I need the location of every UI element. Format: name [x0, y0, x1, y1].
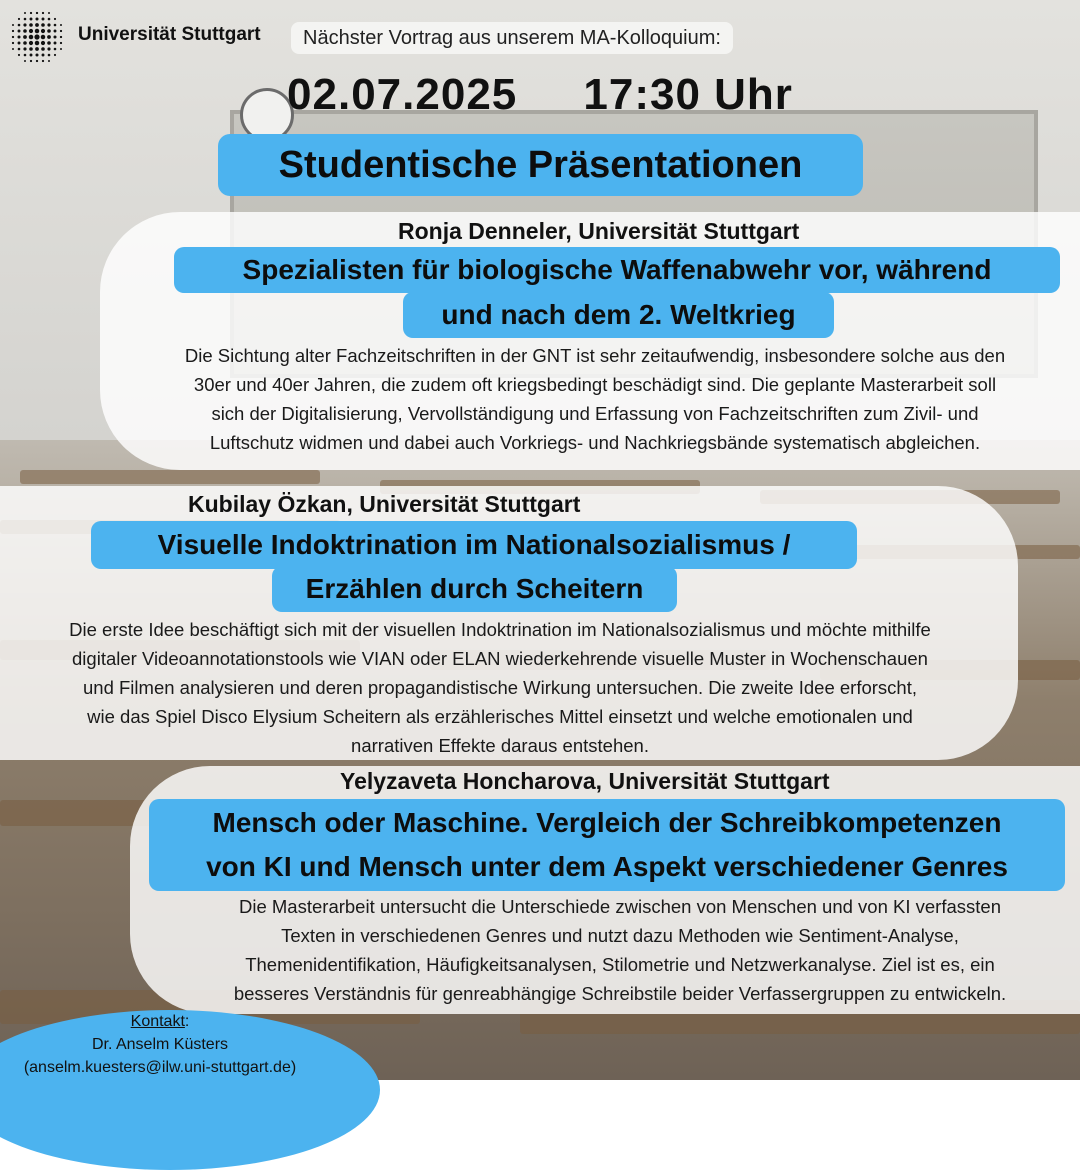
talk-2-description-line: und Filmen analysieren und deren propagandistische Wirkung untersuchen. Die zweite Idee erforscht, — [83, 677, 917, 698]
logo-dot — [12, 48, 14, 50]
logo-dot — [47, 29, 51, 33]
logo-dot — [35, 23, 39, 27]
logo-dot — [48, 54, 51, 57]
logo-dot — [60, 24, 62, 26]
contact-block — [0, 1010, 320, 1079]
session-title: Studentische Präsentationen — [218, 134, 863, 196]
talk-1-description-line: 30er und 40er Jahren, die zudem oft kriegsbedingt beschädigt sind. Die geplante Masterarbeit soll — [193, 374, 997, 395]
logo-dot — [29, 29, 33, 33]
logo-dot — [35, 47, 39, 51]
logo-dot — [24, 54, 27, 57]
talk-1-title-line-1: Spezialisten für biologische Waffenabwehr vor, während — [174, 247, 1060, 293]
logo-dot — [18, 30, 21, 33]
logo-dot — [12, 30, 14, 32]
talk-3-description-line: Themenidentifikation, Häufigkeitsanalysen, Stilometrie und Netzwerkanalyse. Ziel ist es, ein — [245, 954, 995, 975]
talk-3-title-line-2: von KI und Mensch unter dem Aspekt verschiedener Genres — [206, 851, 1008, 882]
logo-dot — [54, 48, 57, 51]
date-time — [0, 70, 1080, 120]
logo-dot — [30, 60, 32, 62]
logo-dot — [29, 41, 33, 45]
university-name: Universität Stuttgart — [78, 24, 261, 45]
logo-dot — [34, 34, 39, 39]
logo-dot — [41, 41, 45, 45]
contact-label: Kontakt — [130, 1013, 185, 1030]
logo-dot — [36, 12, 38, 14]
logo-dot — [41, 29, 45, 33]
talk-3-title-line-1: Mensch oder Maschine. Vergleich der Schreibkompetenzen — [212, 807, 1002, 838]
logo-dot — [60, 36, 62, 38]
talk-3-speaker: Yelyzaveta Honcharova, Universität Stuttgart — [340, 768, 830, 794]
contact-email[interactable]: (anselm.kuesters@ilw.uni-stuttgart.de) — [23, 1059, 297, 1076]
logo-dot — [53, 35, 56, 38]
logo-dot — [54, 30, 57, 33]
logo-dot — [29, 47, 33, 51]
logo-dot — [60, 42, 62, 44]
logo-dot — [48, 12, 50, 14]
event-time: 17:30 Uhr — [583, 70, 793, 119]
talk-1-description-line: sich der Digitalisierung, Vervollständigung und Erfassung von Fachzeitschriften zum Zivil- und — [211, 403, 979, 424]
logo-dot — [60, 30, 62, 32]
logo-dot — [41, 47, 45, 51]
logo-dot — [24, 12, 26, 14]
logo-dot — [54, 54, 56, 56]
logo-dot — [47, 35, 51, 39]
talk-3-title — [149, 799, 1065, 891]
talk-2-description — [0, 615, 1000, 760]
logo-dot — [47, 41, 51, 45]
talk-3-description-line: besseres Verständnis für genreabhängige Schreibstile beider Verfassergruppen zu entwickeln. — [233, 983, 1007, 1004]
logo-dot — [29, 23, 33, 27]
university-logo-icon — [8, 8, 66, 66]
logo-dot — [24, 60, 26, 62]
logo-dot — [18, 18, 20, 20]
logo-dot — [42, 60, 44, 62]
talk-1-title-line-2: und nach dem 2. Weltkrieg — [403, 292, 834, 338]
logo-dot — [35, 29, 39, 33]
logo-dot — [18, 48, 21, 51]
logo-dot — [35, 53, 38, 56]
logo-dot — [24, 18, 27, 21]
talk-2-description-line: wie das Spiel Disco Elysium Scheitern als erzählerisches Mittel einsetzt und welche emotionalen und — [87, 706, 913, 727]
logo-dot — [35, 17, 38, 20]
logo-dot — [35, 41, 39, 45]
talk-2-title-line-1: Visuelle Indoktrination im Nationalsozialismus / — [91, 521, 857, 569]
logo-dot — [54, 18, 56, 20]
contact-name: Dr. Anselm Küsters — [91, 1036, 229, 1053]
logo-dot — [18, 24, 21, 27]
logo-dot — [47, 47, 50, 50]
logo-dot — [30, 12, 32, 14]
logo-dot — [54, 24, 57, 27]
talk-1-speaker: Ronja Denneler, Universität Stuttgart — [398, 218, 800, 244]
talk-1-description-line: Luftschutz widmen und dabei auch Vorkriegs- und Nachkriegsbände systematisch abgleichen. — [209, 432, 981, 453]
talk-2-description-line: narrativen Effekte daraus entstehen. — [351, 735, 649, 756]
contact-label-colon: : — [184, 1013, 190, 1030]
logo-dot — [29, 35, 33, 39]
talk-2-description-line: digitaler Videoannotationstools wie VIAN oder ELAN wiederkehrende visuelle Muster in Wochenschauen — [72, 648, 928, 669]
event-date: 02.07.2025 — [287, 70, 518, 119]
logo-dot — [42, 54, 45, 57]
logo-dot — [12, 36, 14, 38]
logo-dot — [23, 29, 27, 33]
logo-dot — [36, 60, 38, 62]
announcement-label: Nächster Vortrag aus unserem MA-Kolloquium: — [291, 22, 733, 54]
logo-dot — [17, 35, 20, 38]
logo-dot — [60, 48, 62, 50]
logo-dot — [41, 35, 45, 39]
logo-dot — [23, 41, 27, 45]
talk-1-description-line: Die Sichtung alter Fachzeitschriften in der GNT ist sehr zeitaufwendig, insbesondere solche aus den — [184, 345, 1006, 366]
talk-1-description — [110, 341, 1080, 457]
logo-dot — [30, 54, 33, 57]
talk-2-title-line-2: Erzählen durch Scheitern — [272, 566, 677, 612]
logo-dot — [23, 23, 26, 26]
talk-2-speaker: Kubilay Özkan, Universität Stuttgart — [188, 491, 581, 517]
logo-dot — [41, 23, 45, 27]
logo-dot — [42, 12, 44, 14]
talk-3-description — [160, 892, 1080, 1008]
logo-dot — [47, 23, 50, 26]
logo-dot — [12, 42, 14, 44]
logo-dot — [48, 18, 51, 21]
logo-dot — [23, 47, 26, 50]
talk-2-description-line: Die erste Idee beschäftigt sich mit der visuellen Indoktrination im Nationalsozialismus und möchte mithilfe — [69, 619, 931, 640]
logo-dot — [23, 35, 27, 39]
logo-dot — [18, 42, 21, 45]
logo-dot — [18, 54, 20, 56]
logo-dot — [30, 18, 33, 21]
talk-3-description-line: Die Masterarbeit untersucht die Unterschiede zwischen von Menschen und von KI verfassten — [239, 896, 1001, 917]
logo-dot — [12, 24, 14, 26]
logo-dot — [42, 18, 45, 21]
logo-dot — [54, 42, 57, 45]
talk-3-description-line: Texten in verschiedenen Genres und nutzt dazu Methoden wie Sentiment-Analyse, — [281, 925, 959, 946]
logo-dot — [48, 60, 50, 62]
